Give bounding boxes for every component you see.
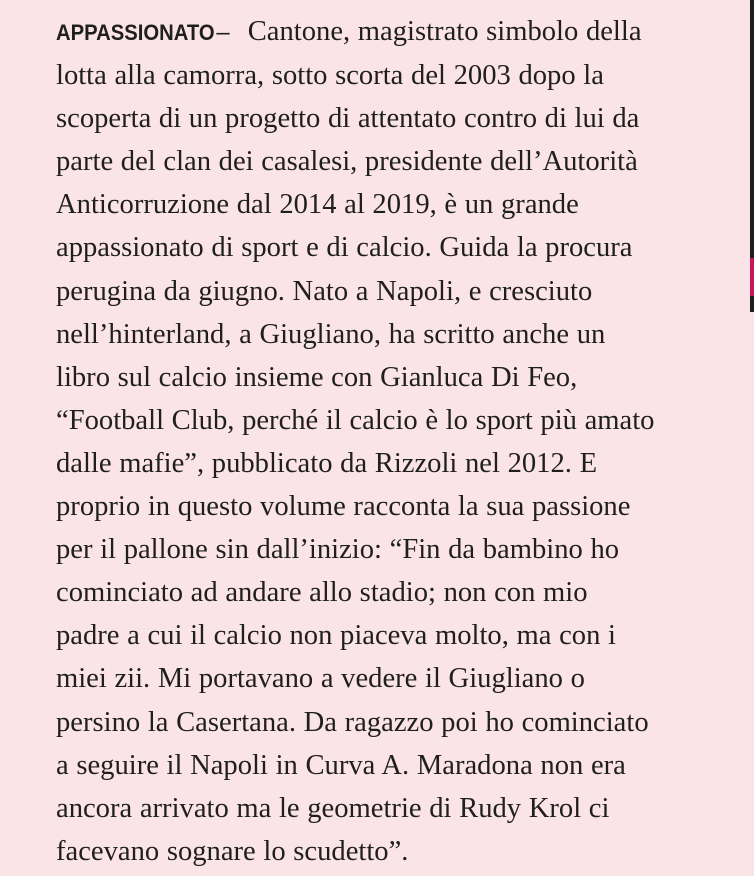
body-text-line: dalle mafie”, pubblicato da Rizzoli nel 2012. E [56,447,598,479]
body-text-line: scoperta di un progetto di attentato contro di lui da [56,103,640,135]
body-text-line: perugina da giugno. Nato a Napoli, e cresciuto [56,275,593,307]
body-text-line: facevano sognare lo scudetto”. [56,835,409,867]
body-text-line: Anticorruzione dal 2014 al 2019, è un grande [56,189,579,221]
body-text-line: “Football Club, perché il calcio è lo sport più amato [56,404,655,436]
body-text-line: per il pallone sin dall’inizio: “Fin da bambino ho [56,534,620,566]
body-text-line: Cantone, magistrato simbolo della [247,16,642,47]
body-text-line: libro sul calcio insieme con Gianluca Di Feo, [56,361,578,393]
kicker-dash: – [216,19,230,46]
body-text-line: lotta alla camorra, sotto scorta del 2003 dopo la [56,60,604,92]
body-text-line: padre a cui il calcio non piaceva molto, ma con i [56,620,616,652]
right-edge-accent-marker [750,258,754,296]
body-text-line: nell’hinterland, a Giugliano, ha scritto anche un [56,318,606,350]
body-text-line: appassionato di sport e di calcio. Guida la procura [56,232,633,264]
body-text-line: miei zii. Mi portavano a vedere il Giugliano o [56,663,585,695]
article-line-1 [56,10,716,54]
body-text-line: cominciato ad andare allo stadio; non con mio [56,577,588,609]
article-paragraph [56,10,716,873]
body-text-line: proprio in questo volume racconta la sua passione [56,491,631,523]
body-text-line: parte del clan dei casalesi, presidente dell’Autorità [56,146,638,178]
body-text-line: persino la Casertana. Da ragazzo poi ho cominciato [56,706,649,738]
kicker-label: APPASSIONATO [56,20,215,45]
body-text-line: a seguire il Napoli in Curva A. Maradona non era [56,749,626,781]
body-text-line: ancora arrivato ma le geometrie di Rudy Krol ci [56,792,610,824]
